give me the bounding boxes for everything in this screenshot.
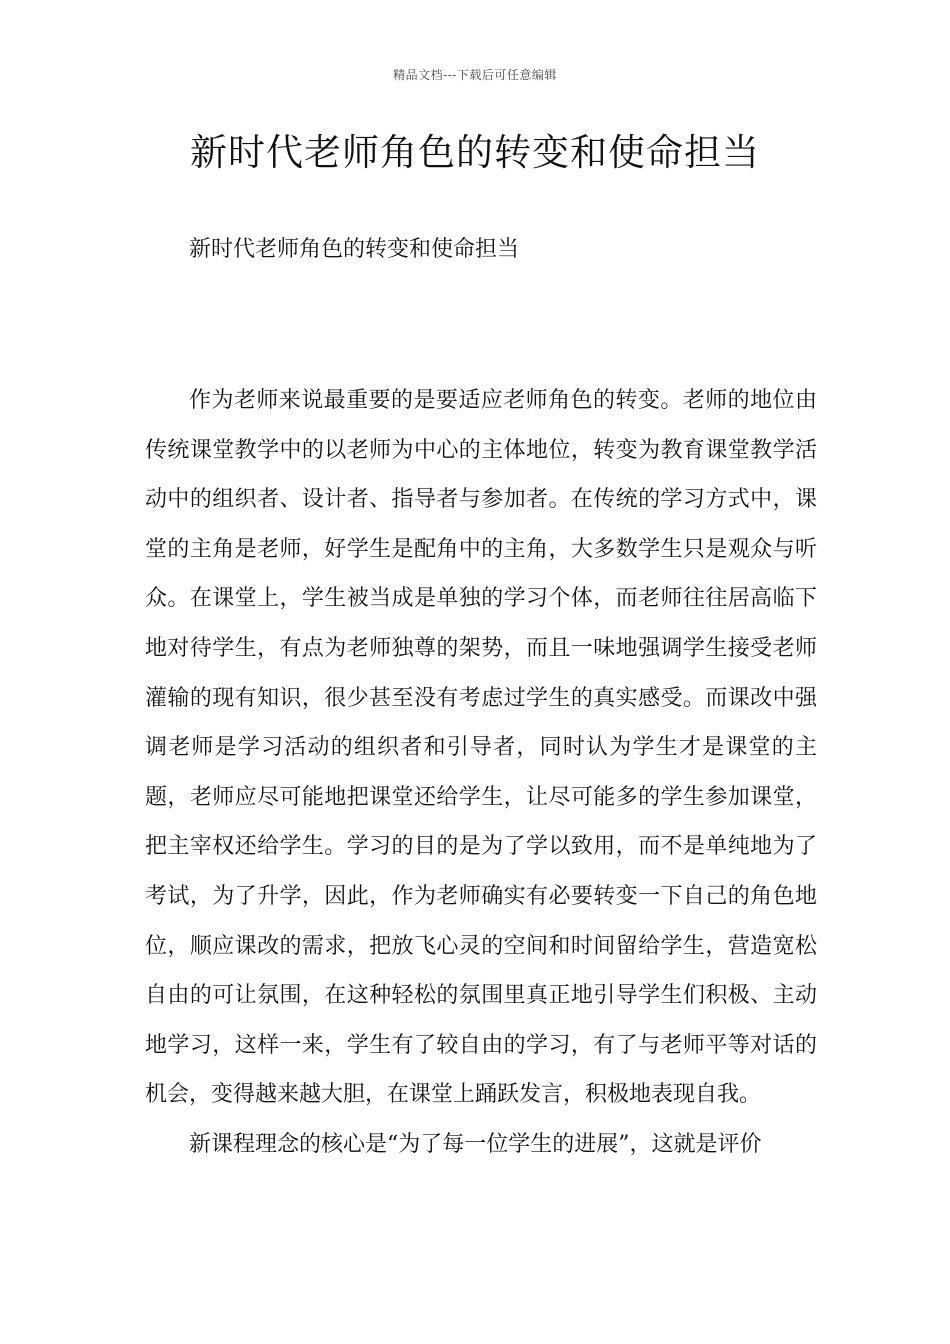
paragraph: 作为老师来说最重要的是要适应老师角色的转变。老师的地位由传统课堂教学中的以老师为中心的主体地位，转变为教育课堂教学活动中的组织者、设计者、指导者与参加者。在传统的学习方式中，课堂的主角是老师，好学生是配角中的主角，大多数学生只是观众与听众。在课堂上，学生被当成是单独的学习个体，而老师往往居高临下地对待学生，有点为老师独尊的架势，而且一味地强调学生接受老师灌输的现有知识，很少甚至没有考虑过学生的真实感受。而课改中强调老师是学习活动的组织者和引导者，同时认为学生才是课堂的主题，老师应尽可能地把课堂还给学生，让尽可能多的学生参加课堂，把主宰权还给学生。学习的目的是为了学以致用，而不是单纯地为了考试，为了升学，因此，作为老师确实有必要转变一下自己的角色地位，顺应课改的需求，把放飞心灵的空间和时间留给学生，营造宽松自由的可让氛围，在这种轻松的氛围里真正地引导学生们积极、主动地学习，这样一来，学生有了较自由的学习，有了与老师平等对话的机会，变得越来越大胆，在课堂上踊跃发言，积极地表现自我。 [145,388,817,1108]
page-header: 精品文档---下载后可任意编辑 [393,68,557,82]
document-title: 新时代老师角色的转变和使命担当 [190,131,760,174]
document-subtitle: 新时代老师角色的转变和使命担当 [189,237,520,262]
paragraph: 新课程理念的核心是“为了每一位学生的进展”，这就是评价 [189,1131,762,1157]
document-body [145,376,817,1170]
